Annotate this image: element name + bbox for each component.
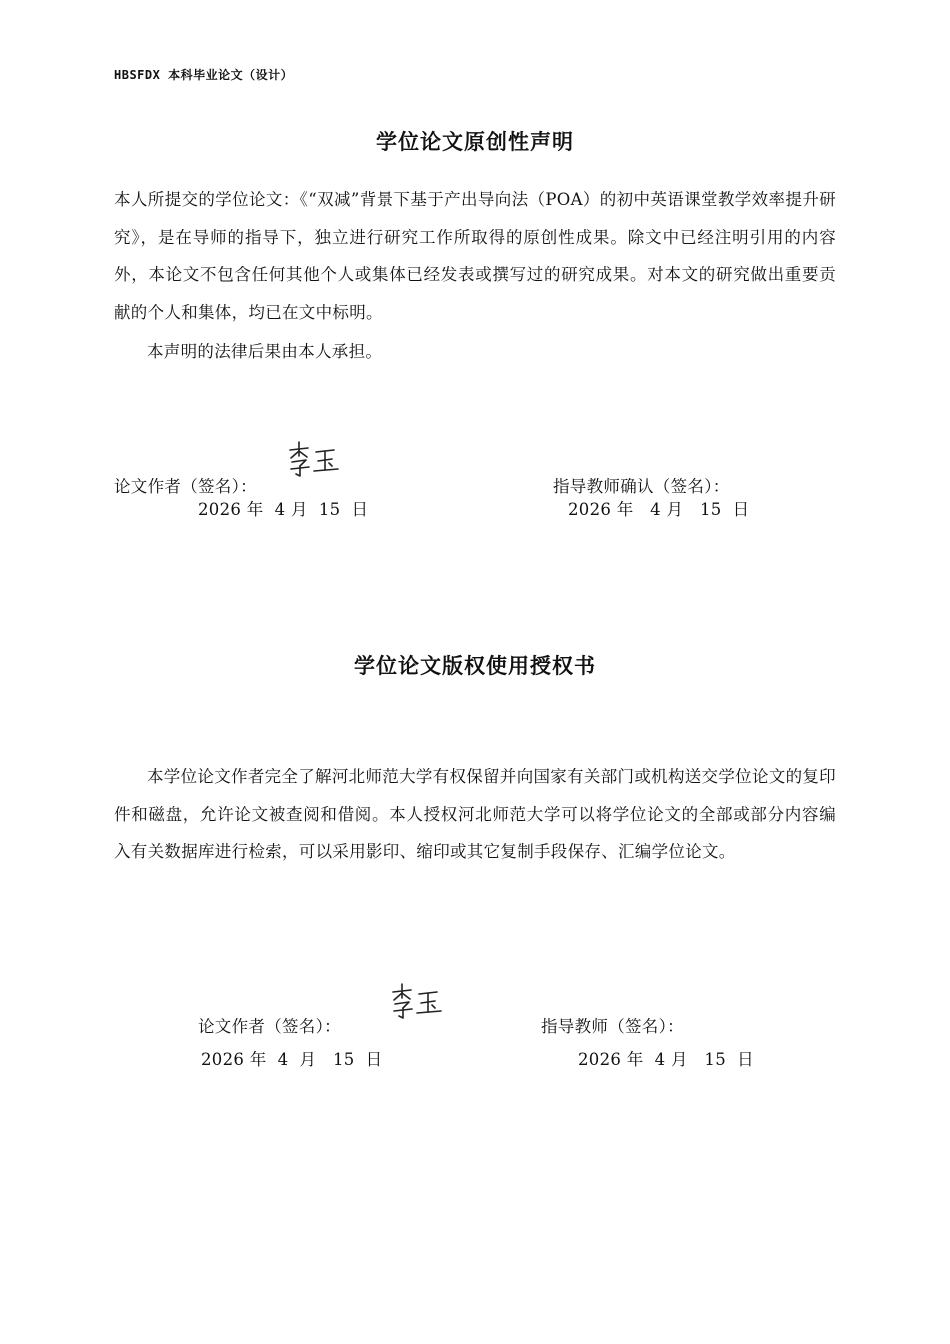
page-header: HBSFDX 本科毕业论文（设计）: [114, 68, 294, 82]
authorization-author-date: 2026 年 4 月 15 日: [201, 1050, 383, 1069]
authorization-advisor-date: 2026 年 4 月 15 日: [578, 1050, 754, 1069]
declaration-advisor-date: 2026 年 4 月 15 日: [568, 500, 750, 519]
declaration-paragraph: 本人所提交的学位论文：《“双减”背景下基于产出导向法（POA）的初中英语课堂教学效率提升研究》，是在导师的指导下，独立进行研究工作所取得的原创性成果。除文中已经注明引用的内容外，本论文不包含任何其他个人或集体已经发表或撰写过的研究成果。对本文的研究做出重要贡献的个人和集体，均已在文中标明。: [114, 190, 836, 322]
declaration-author-signature-label: 论文作者（签名）：: [114, 477, 257, 496]
authorization-author-signature: [388, 982, 450, 1022]
declaration-advisor-signature-label: 指导教师确认（签名）：: [553, 477, 730, 496]
declaration-liability-note: 本声明的法律后果由本人承担。: [147, 342, 383, 361]
authorization-advisor-signature-label: 指导教师（签名）：: [541, 1017, 684, 1036]
authorization-title: 学位论文版权使用授权书: [354, 654, 596, 678]
declaration-author-date: 2026 年 4 月 15 日: [198, 500, 369, 519]
declaration-author-signature: [286, 440, 346, 480]
authorization-author-signature-label: 论文作者（签名）：: [198, 1017, 341, 1036]
authorization-paragraph: 本学位论文作者完全了解河北师范大学有权保留并向国家有关部门或机构送交学位论文的复印件和磁盘，允许论文被查阅和借阅。本人授权河北师范大学可以将学位论文的全部或部分内容编入有关数据库进行检索，可以采用影印、缩印或其它复制手段保存、汇编学位论文。: [114, 767, 836, 861]
declaration-title: 学位论文原创性声明: [376, 130, 574, 154]
